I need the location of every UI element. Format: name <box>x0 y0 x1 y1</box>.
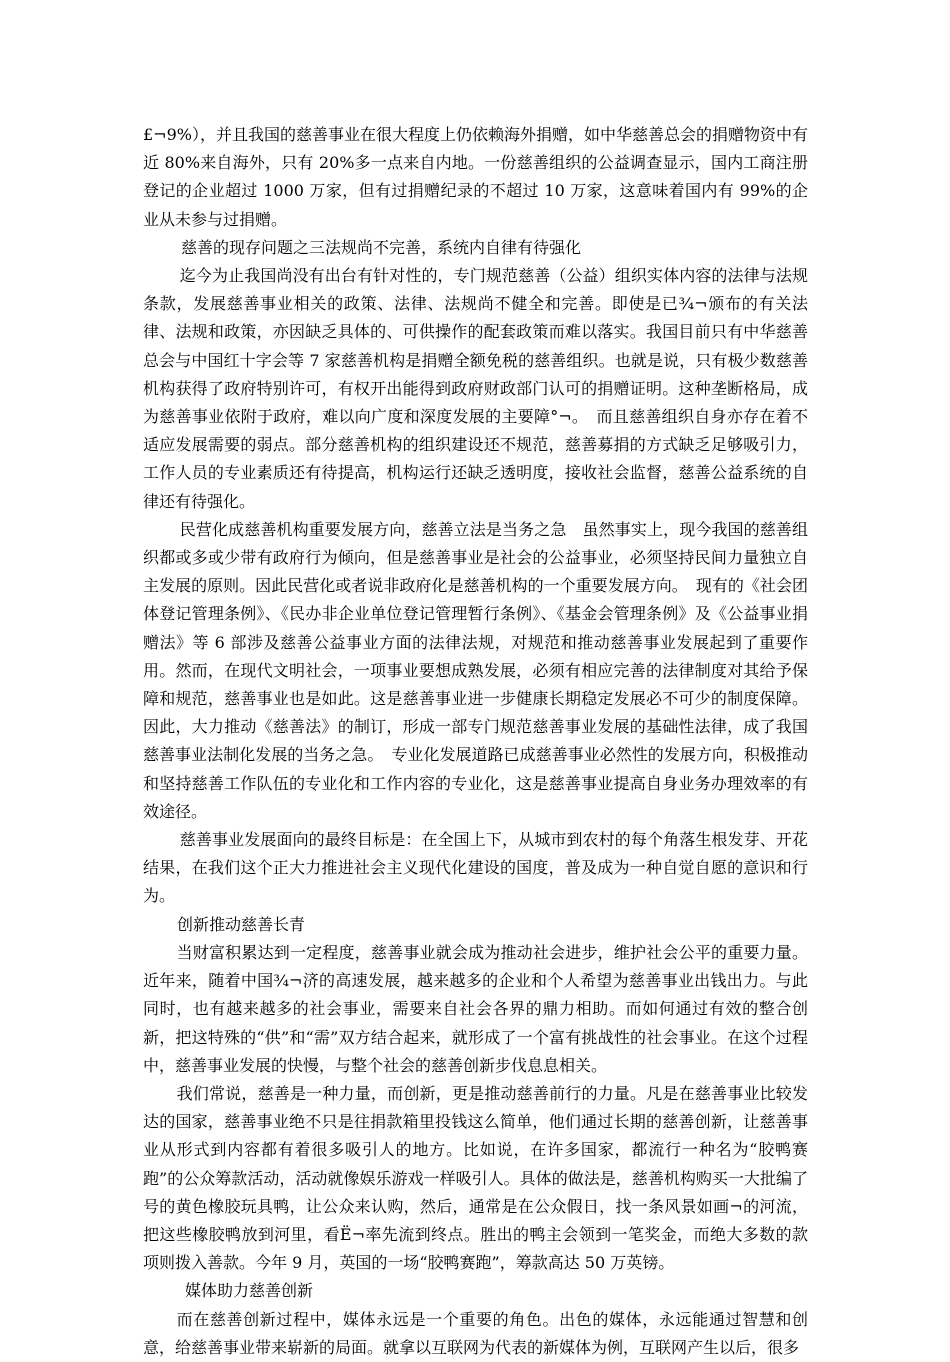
section-heading-laws: 慈善的现存问题之三法规尚不完善，系统内自律有待强化 <box>181 237 582 257</box>
paragraph-5: 当财富积累达到一定程度，慈善事业就会成为推动社会进步，维护社会公平的重要力量。近年来，随着中国¾¬济的高速发展，越来越多的企业和个人希望为慈善事业出钱出力。与此同时，也有越来越多的社会事业，需要来自社会各界的鼎力相助。而如何通过有效的整合创新，把这特殊的“供”和“需”双方结合起来，就形成了一个富有挑战性的社会事业。在这个过程中，慈善事业发展的快慢，与整个社会的慈善创新步伐息息相关。 <box>143 942 808 1075</box>
paragraph-4: 慈善事业发展面向的最终目标是：在全国上下，从城市到农村的每个角落生根发芽、开花结果，在我们这个正大力推进社会主义现代化建设的国度，普及成为一种自觉自愿的意识和行为。 <box>143 830 808 906</box>
paragraph-3: 民营化成慈善机构重要发展方向，慈善立法是当务之急 虽然事实上，现今我国的慈善组织都或多或少带有政府行为倾向，但是慈善事业是社会的公益事业，必须坚持民间力量独立自主发展的原则。因此民营化或者说非政府化是慈善机构的一个重要发展方向。 现有的《社会团体登记管理条例》、《民办非企业单位登记管理暂行条例》、《基金会管理条例》及《公益事业捐赠法》等 6 部涉及慈善公益事业方面的法律法规，对规范和推动慈善事业发展起到了重要作用。然而，在现代文明社会，一项事业要想成熟发展，必须有相应完善的法律制度对其给予保障和规范，慈善事业也是如此。这是慈善事业进一步健康长期稳定发展必不可少的制度保障。因此，大力推动《慈善法》的制订，形成一部专门规范慈善事业发展的基础性法律，成了我国慈善事业法制化发展的当务之急。 专业化发展道路已成慈善事业必然性的发展方向，积极推动和坚持慈善工作队伍的专业化和工作内容的专业化，这是慈善事业提高自身业务办理效率的有效途径。 <box>143 519 808 821</box>
paragraph-1: £¬9%），并且我国的慈善事业在很大程度上仍依赖海外捐赠，如中华慈善总会的捐赠物资中有近 80%来自海外，只有 20%多一点来自内地。一份慈善组织的公益调查显示，国内工商注册登记的企业超过 1000 万家，但有过捐赠纪录的不超过 10 万家，这意味着国内有 99%的企业从未参与过捐赠。 <box>143 125 808 229</box>
paragraph-6: 我们常说，慈善是一种力量，而创新，更是推动慈善前行的力量。凡是在慈善事业比较发达的国家，慈善事业绝不只是往捐款箱里投钱这么简单，他们通过长期的慈善创新，让慈善事业从形式到内容都有着很多吸引人的地方。比如说，在许多国家，都流行一种名为“胶鸭赛跑”的公众筹款活动，活动就像娱乐游戏一样吸引人。具体的做法是，慈善机构购买一大批编了号的黄色橡胶玩具鸭，让公众来认购，然后，通常是在公众假日，找一条风景如画¬的河流，把这些橡胶鸭放到河里，看Ë¬率先流到终点。胜出的鸭主会领到一笔奖金，而绝大多数的款项则拨入善款。今年 9 月，英国的一场“胶鸭赛跑”，筹款高达 50 万英镑。 <box>143 1083 808 1273</box>
section-heading-innovation: 创新推动慈善长青 <box>177 914 306 934</box>
section-heading-media: 媒体助力慈善创新 <box>185 1281 314 1301</box>
document-page <box>143 121 808 1362</box>
paragraph-2: 迄今为止我国尚没有出台有针对性的，专门规范慈善（公益）组织实体内容的法律与法规条款，发展慈善事业相关的政策、法律、法规尚不健全和完善。即使是已¾¬颁布的有关法律、法规和政策，亦因缺乏具体的、可供操作的配套政策而难以落实。我国目前只有中华慈善总会与中国红十字会等 7 家慈善机构是捐赠全额免税的慈善组织。也就是说，只有极少数慈善机构获得了政府特别许可，有权开出能得到政府财政部门认可的捐赠证明。这种垄断格局，成为慈善事业依附于政府，难以向广度和深度发展的主要障°¬。 而且慈善组织自身亦存在着不适应发展需要的弱点。部分慈善机构的组织建设还不规范，慈善募捐的方式缺乏足够吸引力，工作人员的专业素质还有待提高，机构运行还缺乏透明度，接收社会监督，慈善公益系统的自律还有待强化。 <box>143 266 808 511</box>
paragraph-7: 而在慈善创新过程中，媒体永远是一个重要的角色。出色的媒体，永远能通过智慧和创意，给慈善事业带来崭新的局面。就拿以互联网为代表的新媒体为例，互联网产生以后，很多 <box>143 1309 808 1357</box>
